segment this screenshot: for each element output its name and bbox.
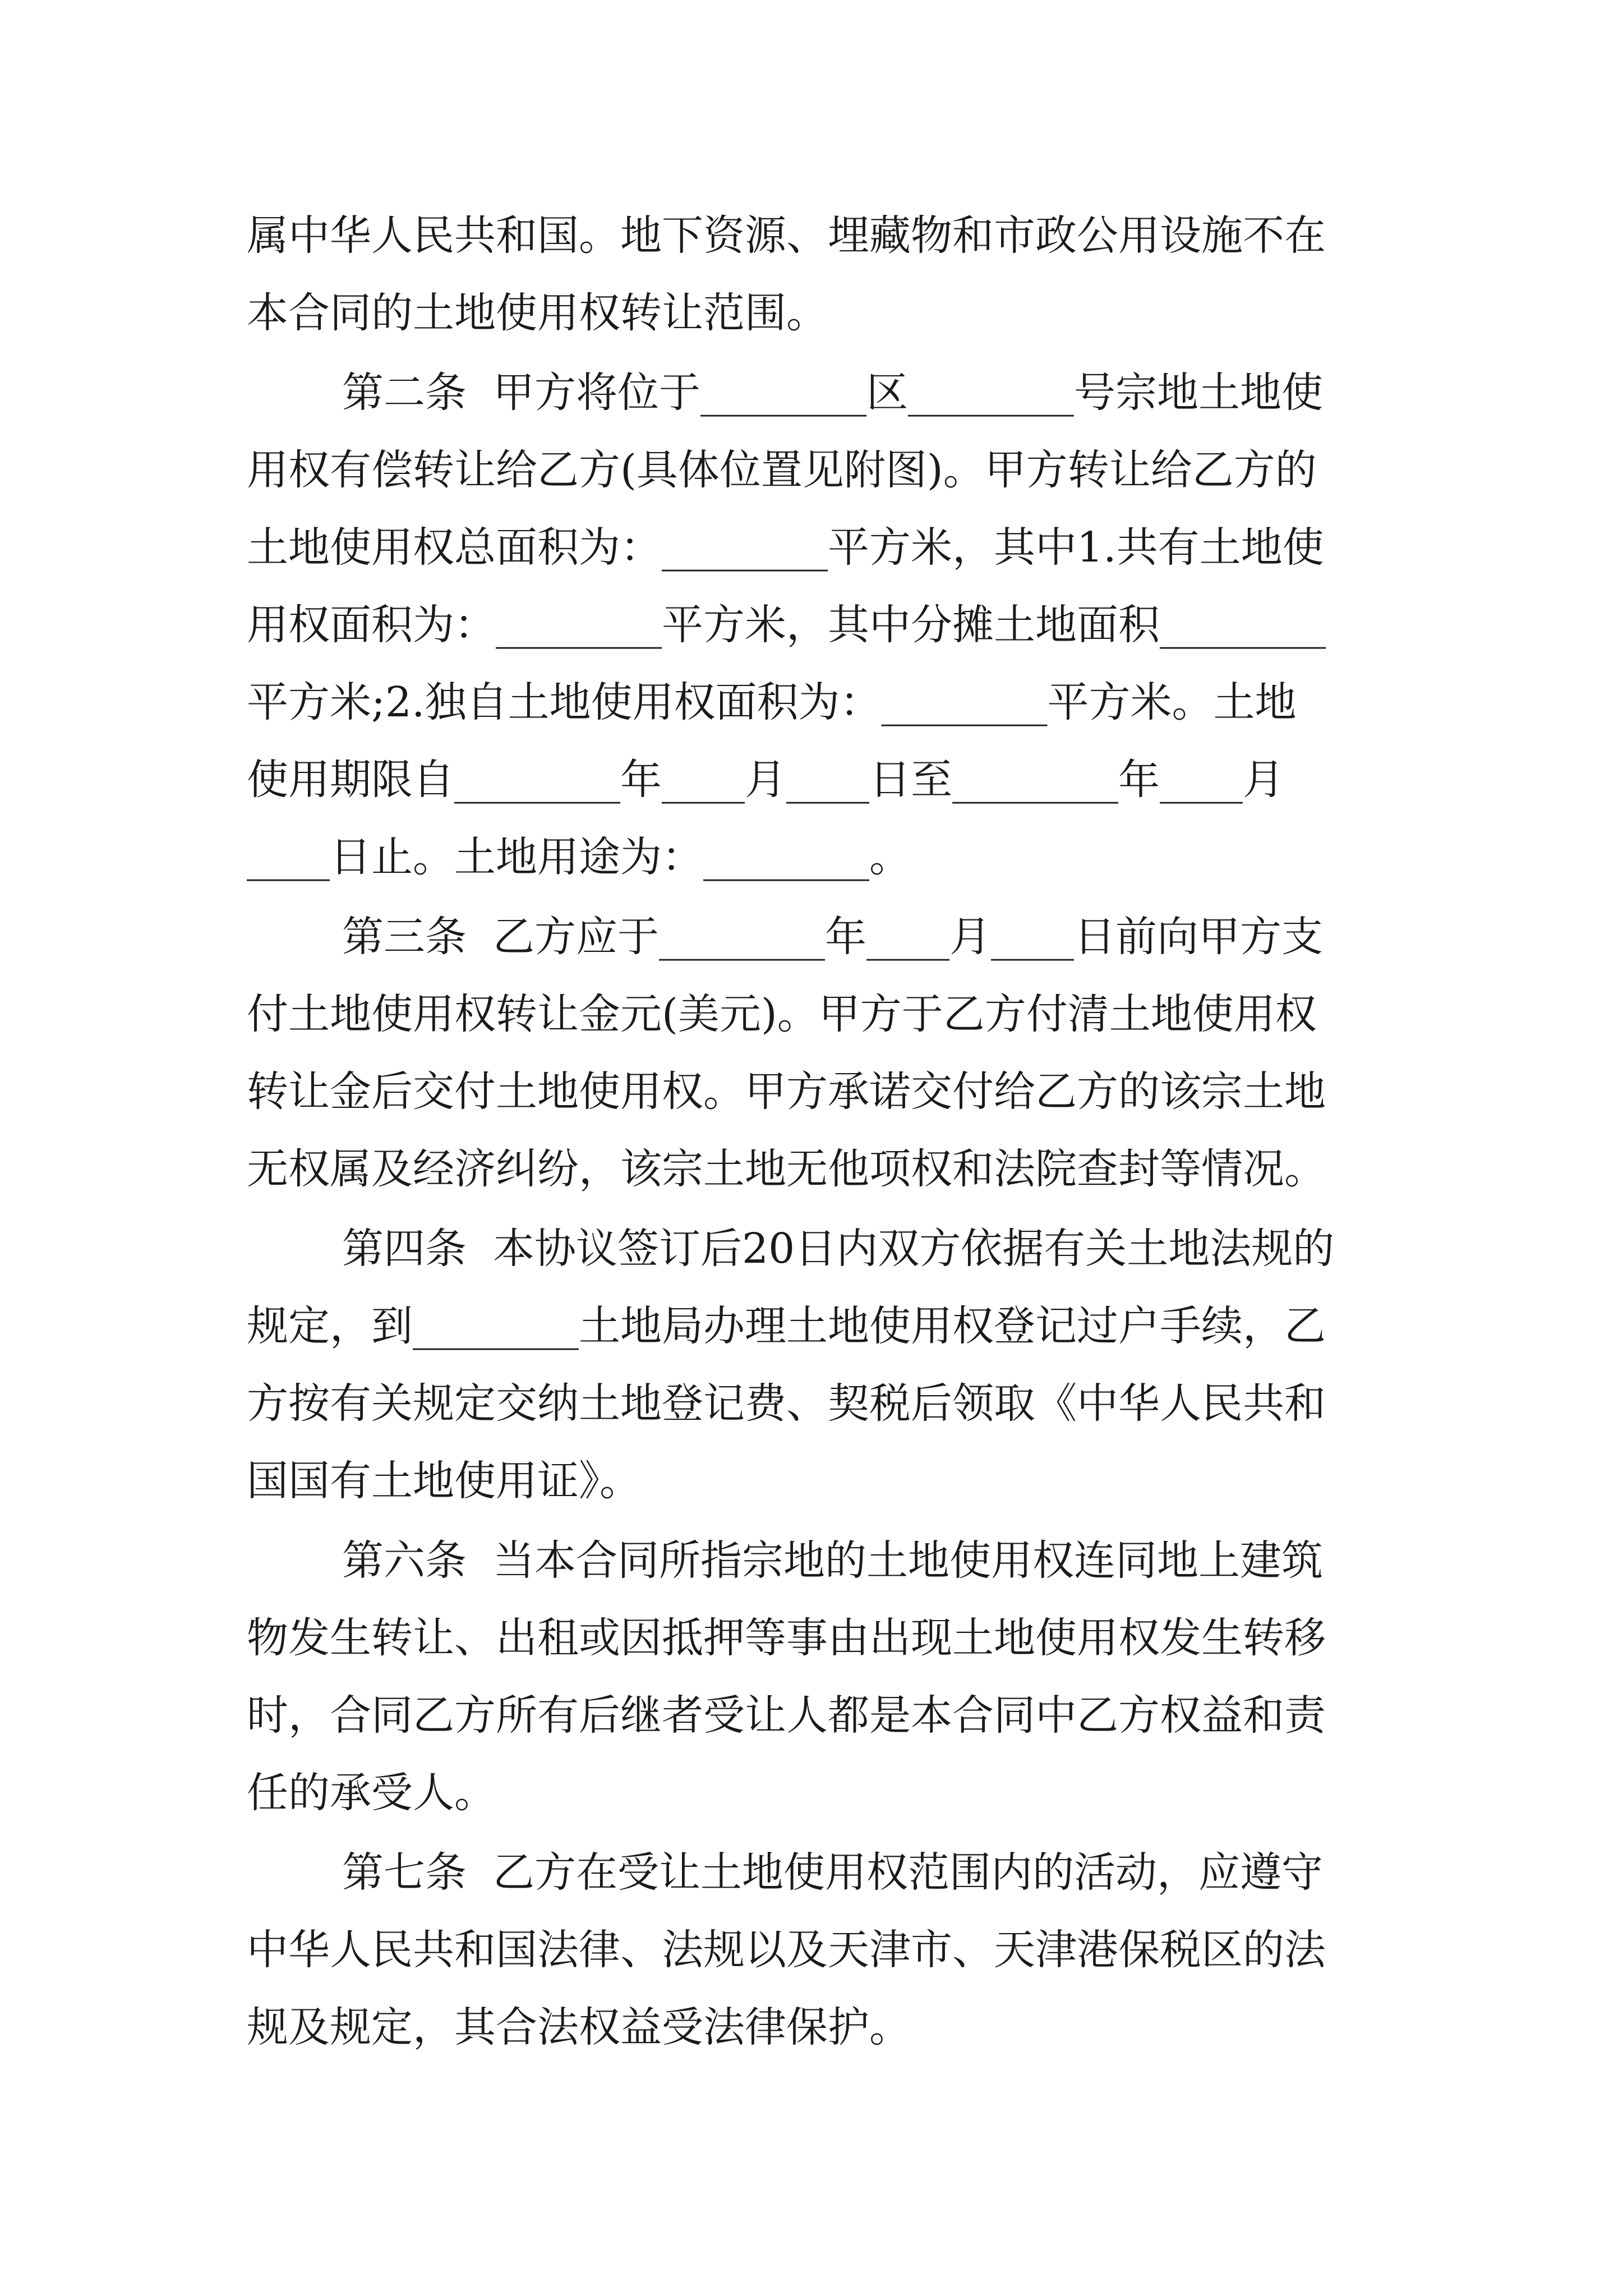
text-line: 使用期限自________年____月____日至________年____月 [247, 756, 1284, 804]
text-line: 中华人民共和国法律、法规以及天津市、天津港保税区的法 [247, 1926, 1326, 1974]
text-line: 国国有土地使用证》。 [247, 1457, 641, 1505]
article-6-heading-line: 第六条 当本合同所指宗地的土地使用权连同地上建筑 [342, 1536, 1324, 1585]
text-line: 用权面积为：________平方米，其中分摊土地面积________ [247, 601, 1326, 649]
text-line: 付土地使用权转让金元(美元)。甲方于乙方付清土地使用权 [247, 990, 1317, 1038]
article-2-heading-line: 第二条 甲方将位于________区________号宗地土地使 [342, 369, 1324, 417]
text-line: 用权有偿转让给乙方(具体位置见附图)。甲方转让给乙方的 [247, 446, 1317, 494]
text-line: 时，合同乙方所有后继者受让人都是本合同中乙方权益和责 [247, 1691, 1326, 1740]
article-3-heading-line: 第三条 乙方应于________年____月____日前向甲方支 [342, 913, 1324, 961]
text-line: 任的承受人。 [247, 1769, 496, 1817]
text-line: 无权属及经济纠纷，该宗土地无他项权和法院查封等情况。 [247, 1145, 1326, 1193]
text-line: 平方米;2.独自土地使用权面积为：________平方米。土地 [247, 678, 1297, 726]
text-line: 物发生转让、出租或因抵押等事由出现土地使用权发生转移 [247, 1614, 1326, 1662]
text-line: ____日止。土地用途为：________。 [247, 833, 911, 881]
text-line: 规定，到________土地局办理土地使用权登记过户手续，乙 [247, 1302, 1326, 1350]
article-4-heading-line: 第四条 本协议签订后20日内双方依据有关土地法规的 [342, 1225, 1335, 1273]
text-line: 属中华人民共和国。地下资源、埋藏物和市政公用设施不在 [247, 211, 1326, 260]
text-line: 转让金后交付土地使用权。甲方承诺交付给乙方的该宗土地 [247, 1068, 1326, 1116]
text-line: 方按有关规定交纳土地登记费、契税后领取《中华人民共和 [247, 1379, 1326, 1428]
text-line: 本合同的土地使用权转让范围。 [247, 289, 828, 337]
article-7-heading-line: 第七条 乙方在受让土地使用权范围内的活动，应遵守 [342, 1848, 1324, 1897]
text-line: 土地使用权总面积为：________平方米，其中1.共有土地使 [247, 523, 1324, 572]
text-line: 规及规定，其合法权益受法律保护。 [247, 2003, 911, 2051]
